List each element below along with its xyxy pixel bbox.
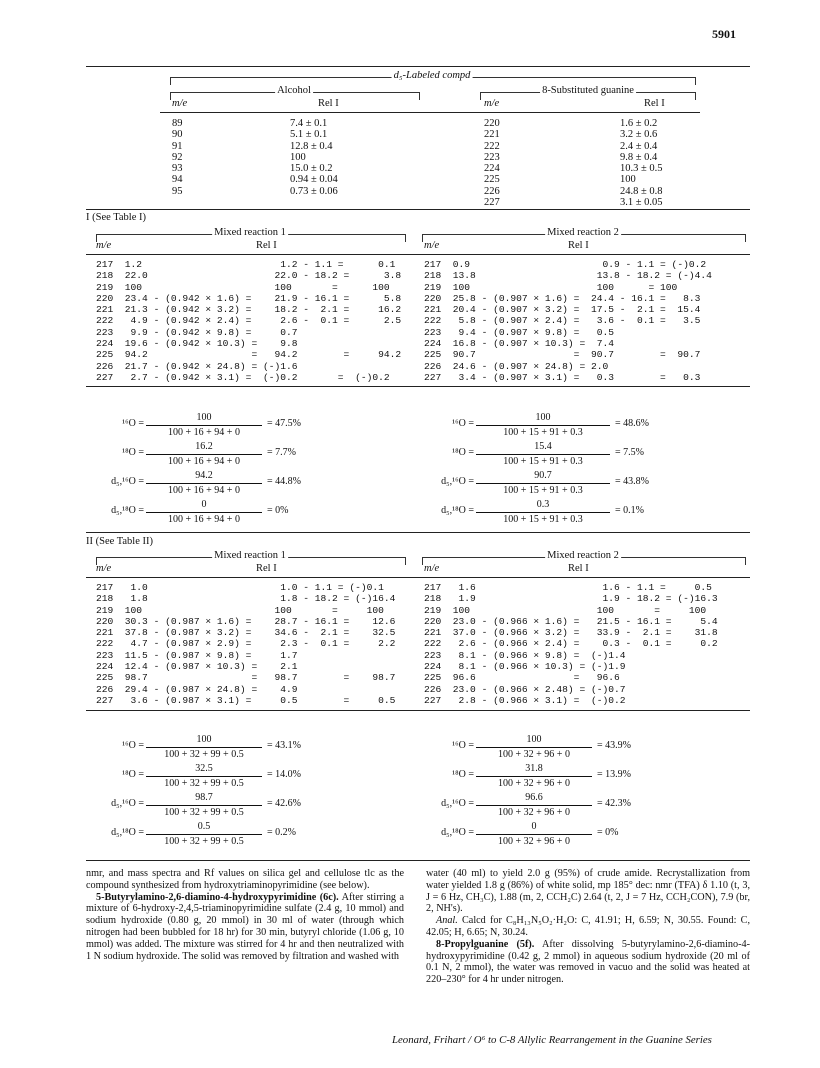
fraction-bar xyxy=(146,776,262,777)
fraction-lhs: d₅,¹⁸O = xyxy=(441,827,474,838)
fraction-lhs: d₅,¹⁸O = xyxy=(111,827,144,838)
fraction-denominator: 100 + 32 + 99 + 0.5 xyxy=(164,778,244,789)
fraction-result: = 0% xyxy=(597,827,619,838)
fraction-result: = 43.1% xyxy=(267,740,301,751)
guanine-col-rel: Rel I xyxy=(644,98,665,109)
s2-bottom-rule xyxy=(86,710,750,711)
s2-mix2-header: Mixed reaction 2 xyxy=(547,550,619,561)
body-right-column xyxy=(426,868,750,986)
fraction-result: = 42.6% xyxy=(267,798,301,809)
fraction-denominator: 100 + 32 + 99 + 0.5 xyxy=(164,836,244,847)
fraction-numerator: 0.5 xyxy=(197,821,211,832)
s2-col-rel-2: Rel I xyxy=(568,563,589,574)
fraction-lhs: ¹⁸O = xyxy=(452,447,474,458)
fraction-denominator: 100 + 32 + 99 + 0.5 xyxy=(164,749,244,760)
fraction-bar xyxy=(146,512,262,513)
fraction-bar xyxy=(476,805,592,806)
fraction-lhs: ¹⁶O = xyxy=(122,740,144,751)
fraction-lhs: ¹⁸O = xyxy=(122,447,144,458)
right-paragraph-1: water (40 ml) to yield 2.0 g (95%) of crude amide. Recrystallization from water yielded 1.8 g (86%) of white solid, mp 185° dec: nmr (TFA) δ 1.10 (t, 3, J = 6 Hz, CH₃C), 1.88 (m, 2, CCH₂C) 2.64 (t, 2, J = 7 Hz, CCH₂CON), 7.9 (br, 2, NH's). xyxy=(426,868,750,915)
alcohol-header: Alcohol xyxy=(277,85,311,96)
fraction-denominator: 100 + 32 + 96 + 0 xyxy=(498,749,570,760)
page-number: 5901 xyxy=(712,27,736,41)
guanine-col-me: m/e xyxy=(484,98,500,109)
fraction-bar xyxy=(476,512,610,513)
fraction-result: = 0.2% xyxy=(267,827,296,838)
s1-mix1-rows: 217 1.2 1.2 - 1.1 = 0.1 218 22.0 22.0 - 18.2 = 3.8 219 100 100 = 100 220 23.4 - (0.942 × 1.6) = 21.9 - 16.1 = 5.8 221 21.3 - (0.942 × 3.2) = 18.2 - 2.1 = 16.2 222 4.9 - (0.942 × 2.4) = 2.6 - 0.1 = 2.5 223 9.9 - (0.942 × 9.8) = 0.7 224 19.6 - (0.942 × 10.3) = 9.8 225 94.2 = 94.2 = 94.2 226 21.7 - (0.942 × 24.8) = (-)1.6 227 2.7 - (0.942 × 3.1) = (-)0.2 = (-)0.2 xyxy=(96,259,402,383)
s1-col-rel-1: Rel I xyxy=(256,240,277,251)
fraction-denominator: 100 + 32 + 96 + 0 xyxy=(498,836,570,847)
alcohol-rel-values: 7.4 ± 0.1 5.1 ± 0.1 12.8 ± 0.4 100 15.0 ± 0.2 0.94 ± 0.04 0.73 ± 0.06 xyxy=(290,118,338,197)
fraction-bar xyxy=(146,805,262,806)
fraction-bar xyxy=(476,747,592,748)
fraction-lhs: d₅,¹⁶O = xyxy=(111,798,144,809)
left-p2-text: After stirring a mixture of 6-hydroxy-2,4,5-triaminopyrimidine sulfate (2.4 g, 10 mmol) and sodium hydroxide (0.80 g, 20 mmol) in 30 ml of water (through which nitrogen had been bubbled for 18 hr) for 30 min, butyryl chloride (1.06 g, 10 mmol) was added. The mixture was stirred for 4 hr and then neutralized with 1 N sodium hydroxide. The solid was removed by filtration and washed with xyxy=(86,891,405,962)
s1-mix2-header: Mixed reaction 2 xyxy=(547,227,619,238)
right-paragraph-3 xyxy=(426,939,750,986)
fraction-numerator: 98.7 xyxy=(195,792,213,803)
fraction-numerator: 0.3 xyxy=(536,499,550,510)
fraction-bar xyxy=(476,776,592,777)
fraction-numerator: 32.5 xyxy=(195,763,213,774)
fraction-result: = 48.6% xyxy=(615,418,649,429)
section1-label: I (See Table I) xyxy=(86,212,147,223)
alcohol-col-me: m/e xyxy=(172,98,188,109)
fraction-denominator: 100 + 15 + 91 + 0.3 xyxy=(503,456,583,467)
fraction-numerator: 94.2 xyxy=(195,470,213,481)
fraction-bar xyxy=(476,834,592,835)
running-footer: Leonard, Frihart / O⁶ to C-8 Allylic Rearrangement in the Guanine Series xyxy=(392,1034,712,1046)
fraction-denominator: 100 + 32 + 96 + 0 xyxy=(498,778,570,789)
fraction-numerator: 90.7 xyxy=(534,470,552,481)
fraction-lhs: ¹⁶O = xyxy=(452,418,474,429)
fraction-lhs: ¹⁸O = xyxy=(452,769,474,780)
s2-header-rule xyxy=(86,577,750,578)
table1-header-rule xyxy=(160,112,700,113)
fraction-denominator: 100 + 15 + 91 + 0.3 xyxy=(503,485,583,496)
table-top-rule xyxy=(86,66,750,67)
left-paragraph-1: nmr, and mass spectra and Rf values on silica gel and cellulose tlc as the compound synthesized from hydroxytriaminopyrimidine (see below). xyxy=(86,868,404,891)
fraction-numerator: 100 xyxy=(196,412,212,423)
fraction-bar xyxy=(476,483,610,484)
s1-mix2-rows: 217 0.9 0.9 - 1.1 = (-)0.2 218 13.8 13.8 - 18.2 = (-)4.4 219 100 100 = 100 220 25.8 - (0.907 × 1.6) = 24.4 - 16.1 = 8.3 221 20.4 - (0.907 × 3.2) = 17.5 - 2.1 = 15.4 222 5.8 - (0.907 × 2.4) = 3.6 - 0.1 = 3.5 223 9.4 - (0.907 × 9.8) = 0.5 224 16.8 - (0.907 × 10.3) = 7.4 225 90.7 = 90.7 = 90.7 226 24.6 - (0.907 × 24.8) = 2.0 227 3.4 - (0.907 × 3.1) = 0.3 = 0.3 xyxy=(424,259,712,383)
fraction-numerator: 15.4 xyxy=(534,441,552,452)
fraction-numerator: 0 xyxy=(201,499,207,510)
fraction-bar xyxy=(146,454,262,455)
fraction-numerator: 16.2 xyxy=(195,441,213,452)
guanine-me-values: 220 221 222 223 224 225 226 227 xyxy=(484,118,500,209)
s1-col-me-2: m/e xyxy=(424,240,440,251)
left-p2-title: 5-Butyrylamino-2,6-diamino-4-hydroxypyrimidine (6c). xyxy=(96,891,339,903)
s1-bottom-rule xyxy=(86,386,750,387)
fraction-denominator: 100 + 15 + 91 + 0.3 xyxy=(503,427,583,438)
fraction-lhs: d₅,¹⁶O = xyxy=(111,476,144,487)
fraction-lhs: d₅,¹⁸O = xyxy=(441,505,474,516)
body-left-column xyxy=(86,868,404,962)
s1-col-me-1: m/e xyxy=(96,240,112,251)
right-p3-text: After dissolving 5-butyrylamino-2,6-diamino-4-hydroxypyrimidine (0.42 g, 2 mmol) in aqueous sodium hydroxide (20 ml of 0.1 N, 2 mmol), the water was removed in vacuo and the solid was heated at 220–230° for 4 hr under nitrogen. xyxy=(426,938,750,986)
fraction-numerator: 100 xyxy=(196,734,212,745)
fraction-denominator: 100 + 16 + 94 + 0 xyxy=(168,456,240,467)
span-header: d₅-Labeled compd xyxy=(393,70,471,81)
fraction-result: = 0.1% xyxy=(615,505,644,516)
fraction-numerator: 100 xyxy=(526,734,542,745)
right-p2-text: Calcd for C₈H₁₃N₅O₂·H₂O: C, 41.91; H, 6.59; N, 30.55. Found: C, 42.05; H, 6.65; N, 30.24. xyxy=(426,915,750,938)
fraction-result: = 13.9% xyxy=(597,769,631,780)
right-p3-title: 8-Propylguanine (5f). xyxy=(436,938,535,950)
fraction-denominator: 100 + 15 + 91 + 0.3 xyxy=(503,514,583,525)
fraction-denominator: 100 + 16 + 94 + 0 xyxy=(168,427,240,438)
fraction-result: = 44.8% xyxy=(267,476,301,487)
fraction-lhs: ¹⁶O = xyxy=(122,418,144,429)
fraction-bar xyxy=(146,747,262,748)
fraction-result: = 7.5% xyxy=(615,447,644,458)
fraction-result: = 42.3% xyxy=(597,798,631,809)
s1-col-rel-2: Rel I xyxy=(568,240,589,251)
fraction-bar xyxy=(476,425,610,426)
s2-mix1-rows: 217 1.0 1.0 - 1.1 = (-)0.1 218 1.8 1.8 - 18.2 = (-)16.4 219 100 100 = 100 220 30.3 - (0.987 × 1.6) = 28.7 - 16.1 = 12.6 221 37.8 - (0.987 × 3.2) = 34.6 - 2.1 = 32.5 222 4.7 - (0.987 × 2.9) = 2.3 - 0.1 = 2.2 223 11.5 - (0.987 × 9.8) = 1.7 224 12.4 - (0.987 × 10.3) = 2.1 225 98.7 = 98.7 = 98.7 226 29.4 - (0.987 × 24.8) = 4.9 227 3.6 - (0.987 × 3.1) = 0.5 = 0.5 xyxy=(96,582,396,706)
fraction-lhs: d₅,¹⁶O = xyxy=(441,798,474,809)
alcohol-col-rel: Rel I xyxy=(318,98,339,109)
fraction-result: = 47.5% xyxy=(267,418,301,429)
s2-col-me-1: m/e xyxy=(96,563,112,574)
fraction-lhs: d₅,¹⁸O = xyxy=(111,505,144,516)
fraction-numerator: 96.6 xyxy=(525,792,543,803)
right-paragraph-2 xyxy=(426,915,750,939)
fraction-lhs: ¹⁸O = xyxy=(122,769,144,780)
fraction-numerator: 0 xyxy=(531,821,537,832)
fraction-bar xyxy=(146,834,262,835)
fraction-numerator: 100 xyxy=(535,412,551,423)
fraction-result: = 7.7% xyxy=(267,447,296,458)
fraction-result: = 43.9% xyxy=(597,740,631,751)
s2-mix2-rows: 217 1.6 1.6 - 1.1 = 0.5 218 1.9 1.9 - 18.2 = (-)16.3 219 100 100 = 100 220 23.0 - (0.966 × 1.6) = 21.5 - 16.1 = 5.4 221 37.0 - (0.966 × 3.2) = 33.9 - 2.1 = 31.8 222 2.6 - (0.966 × 2.4) = 0.3 - 0.1 = 0.2 223 8.1 - (0.966 × 9.8) = (-)1.4 224 8.1 - (0.966 × 10.3) = (-)1.9 225 96.6 = 96.6 226 23.0 - (0.966 × 2.48) = (-)0.7 227 2.8 - (0.966 × 3.1) = (-)0.2 xyxy=(424,582,718,706)
alcohol-me-values: 89 90 91 92 93 94 95 xyxy=(172,118,183,197)
right-p2-title: Anal. xyxy=(436,915,458,927)
guanine-rel-values: 1.6 ± 0.2 3.2 ± 0.6 2.4 ± 0.4 9.8 ± 0.4 10.3 ± 0.5 100 24.8 ± 0.8 3.1 ± 0.05 xyxy=(620,118,663,209)
left-paragraph-2 xyxy=(86,892,404,963)
page-table-end-rule xyxy=(86,860,750,861)
fraction-result: = 0% xyxy=(267,505,289,516)
fraction-bar xyxy=(476,454,610,455)
fraction-lhs: d₅,¹⁶O = xyxy=(441,476,474,487)
fraction-lhs: ¹⁶O = xyxy=(452,740,474,751)
s1-fractions-rule xyxy=(86,532,750,533)
section2-label: II (See Table II) xyxy=(86,536,153,547)
s2-col-rel-1: Rel I xyxy=(256,563,277,574)
fraction-bar xyxy=(146,425,262,426)
fraction-numerator: 31.8 xyxy=(525,763,543,774)
fraction-denominator: 100 + 32 + 96 + 0 xyxy=(498,807,570,818)
fraction-denominator: 100 + 32 + 99 + 0.5 xyxy=(164,807,244,818)
fraction-result: = 14.0% xyxy=(267,769,301,780)
s1-header-rule xyxy=(86,254,750,255)
s2-mix1-header: Mixed reaction 1 xyxy=(214,550,286,561)
fraction-denominator: 100 + 16 + 94 + 0 xyxy=(168,485,240,496)
s1-mix1-header: Mixed reaction 1 xyxy=(214,227,286,238)
fraction-bar xyxy=(146,483,262,484)
table1-bottom-rule xyxy=(86,209,750,210)
fraction-result: = 43.8% xyxy=(615,476,649,487)
fraction-denominator: 100 + 16 + 94 + 0 xyxy=(168,514,240,525)
s2-col-me-2: m/e xyxy=(424,563,440,574)
guanine-header: 8-Substituted guanine xyxy=(542,85,634,96)
